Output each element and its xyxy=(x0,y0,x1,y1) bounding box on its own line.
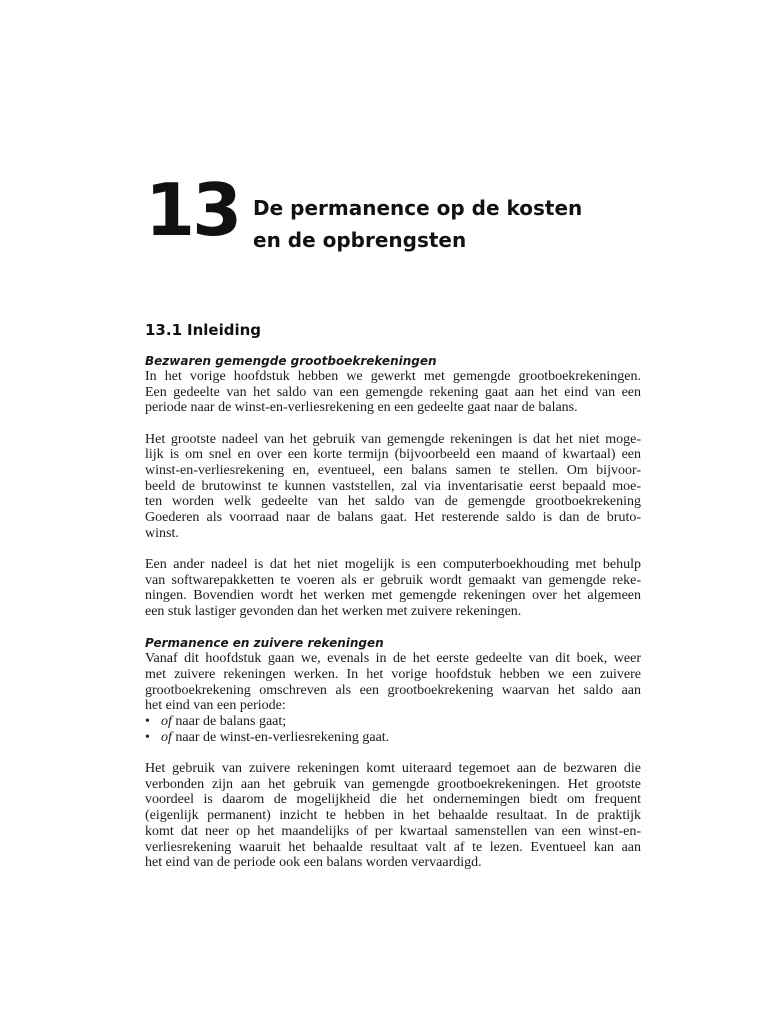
text-line: het eind van een periode: xyxy=(145,698,286,714)
text-line: komt dat neer op het maandelijks of per kwartaal samenstellen van een winst-en- xyxy=(145,823,641,839)
chapter-title-line: en de opbrengsten xyxy=(253,228,467,252)
chapter-title xyxy=(253,192,582,256)
bullet-text: naar de balans gaat; xyxy=(171,714,287,730)
paragraph xyxy=(145,557,641,620)
text-line: voordeel is daarom de mogelijkheid die het ondernemingen biedt om frequent xyxy=(145,792,641,808)
text-line: ten worden welk gedeelte van het saldo van de gemengde grootboekrekening xyxy=(145,494,641,510)
text-line: Het grootste nadeel van het gebruik van gemengde rekeningen is dat het niet moge- xyxy=(145,431,641,447)
text-line: het eind van de periode ook een balans worden vervaardigd. xyxy=(145,855,482,871)
subheading: Permanence en zuivere rekeningen xyxy=(145,636,384,651)
bullet-emphasis: of xyxy=(161,714,172,730)
chapter-title-line: De permanence op de kosten xyxy=(253,196,583,220)
text-line: (eigenlijk permanent) inzicht te hebben in het behaalde resultaat. In de praktijk xyxy=(145,808,641,824)
section-heading xyxy=(145,321,261,339)
text-line: Goederen als voorraad naar de balans gaat. Het resterende saldo is dan de bruto- xyxy=(145,510,641,526)
text-line: winst-en-verliesrekening en, eventueel, een balans samen te stellen. Om bijvoor- xyxy=(145,463,641,479)
text-line: een stuk lastiger gevonden dan het werken met zuivere rekeningen. xyxy=(145,604,522,620)
text-line: beeld de brutowinst te kunnen vaststellen, zal via inventarisatie eerst bepaald moe- xyxy=(145,478,641,494)
text-line: Het gebruik van zuivere rekeningen komt uiteraard tegemoet aan de bezwaren die xyxy=(145,761,641,777)
bullet-item xyxy=(145,730,641,746)
text-line: In het vorige hoofdstuk hebben we gewerkt met gemengde grootboekrekeningen. xyxy=(145,369,641,384)
bullet-icon: • xyxy=(145,729,150,745)
body-text xyxy=(145,353,641,871)
text-line: lijk is om snel en over een korte termijn (bijvoorbeeld een maand of kwartaal) een xyxy=(145,447,641,463)
paragraph xyxy=(145,432,641,542)
text-line: winst. xyxy=(145,525,179,541)
text-line: verliesrekening waaruit het behaalde resultaat valt af te lezen. Eventueel kan aan xyxy=(145,839,641,855)
section-title: Inleiding xyxy=(187,321,262,339)
paragraph xyxy=(145,369,641,416)
text-line: Een ander nadeel is dat het niet mogelijk is een computerboekhouding met behulp xyxy=(145,557,641,573)
text-line: grootboekrekening omschreven als een grootboekrekening waarvan het saldo aan xyxy=(145,682,641,698)
bullet-emphasis: of xyxy=(161,729,172,745)
section-number: 13.1 xyxy=(145,321,183,339)
text-line: van softwarepakketten te voeren als er gebruik wordt gemaakt van gemengde reke- xyxy=(145,572,641,588)
bullet-icon: • xyxy=(145,714,150,730)
chapter-number: 13 xyxy=(145,168,240,252)
paragraph xyxy=(145,761,641,871)
text-line: Vanaf dit hoofdstuk gaan we, evenals in de het eerste gedeelte van dit boek, weer xyxy=(145,651,641,667)
text-line: Een gedeelte van het saldo van een gemengde rekening gaat aan het eind van een xyxy=(145,384,641,400)
text-line: periode naar de winst-en-verliesrekening en een gedeelte gaat naar de balans. xyxy=(145,400,578,416)
text-line: met zuivere rekeningen werken. In het vorige hoofdstuk hebben we een zuivere xyxy=(145,667,641,683)
bullet-item xyxy=(145,714,641,730)
subheading: Bezwaren gemengde grootboekrekeningen xyxy=(145,354,437,368)
text-line: verbonden zijn aan het gebruik van gemengde grootboekrekeningen. Het grootste xyxy=(145,776,641,792)
text-line: ningen. Bovendien wordt het werken met gemengde rekeningen over het algemeen xyxy=(145,588,641,604)
paragraph xyxy=(145,651,641,745)
bullet-text: naar de winst-en-verliesrekening gaat. xyxy=(171,729,390,745)
